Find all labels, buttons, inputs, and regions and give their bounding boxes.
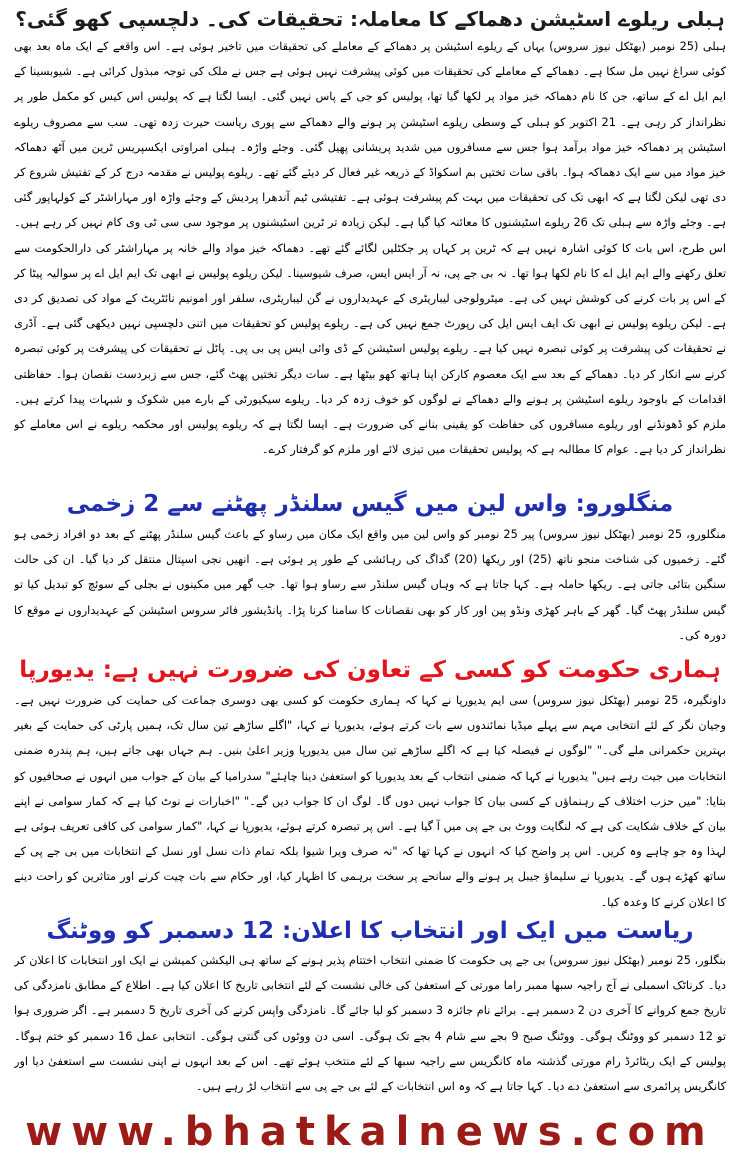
article-4-body	[14, 948, 726, 1108]
article-1-body	[14, 34, 726, 486]
article-2-text: منگلورو، 25 نومبر (بھٹکل نیوز سروس) پیر 25 نومبر کو واس لین میں واقع ایک مکان میں رساو کے باعث گیس سلنڈر پھٹنے کے بعد دو افراد زخمی ہو گئے۔ زخمیوں کی شناخت منجو ناتھ (25) اور ریکھا (20) گداگ کی رہائشی کے طور پر ہوئی ہے۔ انھیں نجی اسپتال منتقل کر دیا گیا۔ ان کی حالت سنگین بتائی جاتی ہے۔ ریکھا حاملہ ہے۔ کہا جاتا ہے کہ وہاں گیس سلنڈر سے رساو ہوا تھا۔ جب گھر میں مکینوں نے بجلی کے سوئچ کو تبدیل کیا تو گیس سلنڈر پھٹ گیا۔ گھر کے باہر کھڑی ونڈو پین اور کار کو بھی نقصانات کا سامنا کرنا پڑا۔ پانڈیشور فائر سروس اسٹیشن کے عہدیداروں نے موقع کا دورہ کی۔	[14, 528, 726, 642]
article-3-body	[14, 688, 726, 916]
article-1-headline: ہبلی ریلوے اسٹیشن دھماکے کا معاملہ: تحقیقات کی۔ دلچسپی کھو گئی؟	[15, 7, 725, 31]
article-4-text: بنگلور، 25 نومبر (بھٹکل نیوز سروس) بی جے پی حکومت کا ضمنی انتخاب اختتام پذیر ہونے کے ساتھ ہی الیکشن کمیشن نے ایک اور انتخابات کا اعلان کر دیا۔ کرناٹک اسمبلی نے آج راجیہ سبھا ممبر راما مورتی کے استعفیٰ کی خالی نشست کے لئے انتخابی تاریخ کا اعلان کیا ہے۔ اطلاع کے مطابق نامزدگی کی تاریخ جمع کروانے کا آخری دن 2 دسمبر ہے۔ برائے نام جائزہ 3 دسمبر کو لیا جائے گا۔ نامزدگی واپس کرنے کی آخری تاریخ 5 دسمبر ہے۔ اگر ضروری ہوا تو 12 دسمبر کو ووٹنگ ہوگی۔ ووٹنگ صبح 9 بجے سے شام 4 بجے تک ہوگی۔ اسی دن ووٹوں کی گنتی ہوگی۔ انتخابی عمل 16 دسمبر کو ختم ہوگا۔ پولیس کے ایک ریٹائرڈ رام مورتی گذشتہ ماہ کانگریس سے راجیہ سبھا کے لئے منتخب ہوئے تھے۔ اس کے بعد انہوں نے اپنی نشست سے استعفیٰ دیا اور کانگریس پرائمری سے استعفیٰ دے دیا۔ کہا جاتا ہے کہ وہ اس انتخابات کے لئے بی جے پی سے انتخاب لڑ رہے ہیں۔	[14, 954, 726, 1094]
article-2-headline: منگلورو: واس لین میں گیس سلنڈر پھٹنے سے 2 زخمی	[66, 491, 674, 517]
article-1-text: ہبلی (25 نومبر (بھٹکل نیوز سروس) یہاں کے ریلوے اسٹیشن پر دھماکے کے معاملے کی تحقیقات میں تاخیر ہوئی ہے۔ اس واقعے کے ایک ماہ بعد بھی کوئی سراغ نہیں مل سکا ہے۔ دھماکے کے معاملے کی تحقیقات میں کوئی پیشرفت نہیں ہوئی ہے جس نے ملک کی توجہ مبذول کرائی ہے۔ شیوبسینا کے ایم ایل اے کے ساتھ، جن کا نام دھماکہ خیز مواد پر لکھا گیا تھا، پولیس کو جی کے پاس نہیں گئی۔ ایسا لگتا ہے کہ پولیس اس کیس کو مکمل طور پر نظرانداز کر رہی ہے۔ 21 اکتوبر کو ہبلی کے وسطی ریلوے اسٹیشن پر ہونے والے دھماکے سے پوری ریاست حیرت زدہ تھی۔ سب سے مصروف ریلوے اسٹیشن پر دھماکہ خیز مواد برآمد ہوا جس سے مسافروں میں شدید پریشانی پھیل گئی۔ وجئے واڑہ۔ ہبلی امراوتی ایکسپریس ٹرین میں آٹھ دھماکہ خیز مواد میں سے ایک دھماکہ ہوا۔ باقی سات تختیں بم اسکواڈ کے ذریعہ غیر فعال کر دیئے گئے تھے۔ ریلوے پولیس نے مقدمہ درج کر کے تفتیش شروع کر دی تھی لیکن لگتا ہے کہ ابھی تک کی تحقیقات میں بہت کم پیشرفت ہوئی ہے۔ تفتیشی ٹیم آندھرا پردیش کے وجئے واڑہ اور مہاراشٹر کے کولہاپور گئی ہے۔ وجئے واڑہ سے ہبلی تک 26 ریلوے اسٹیشنوں کا معائنہ کیا گیا ہے۔ لیکن زیادہ تر ٹرین اسٹیشنوں پر موجود سی سی ٹی وی کام نہیں کر رہے ہیں۔ اس طرح، اس بات کا کوئی اشارہ نہیں ہے کہ ٹرین پر کہاں پر جکٹلیں لگائے گئے تھے۔ دھماکہ خیز مواد والے خانہ پر مہاراشٹر کی دارالحکومت سے تعلق رکھنے والے ایم ایل اے کا نام لکھا ہوا تھا۔ نہ بی جے پی، نہ آر ایس ایس، صرف شیوسینا۔ لیکن ریلوے پولیس نے ابھی تک ایم ایل اے پر سوالیہ پیٹا کر کے اس پر بات کرنے کی کوشش نہیں کی ہے۔ میٹرولوجی لیباریٹری کے عہدیداروں نے گن لیباریٹری، سلفر اور امونیم نائٹریٹ کے مواد کی تصدیق کر دی ہے۔ لیکن ریلوے پولیس نے ابھی تک ایف ایس ایل کی رپورٹ جمع نہیں کی ہے۔ ریلوے پولیس کو تحقیقات میں اتنی دلچسپی نہیں دیکھی گئی ہے۔ آڈری نے تحقیقات کی پیشرفت پر کوئی تبصرہ نہیں کیا ہے۔ ریلوے پولیس اسٹیشن کے ڈی وائی ایس پی بی پی۔ پاٹل نے تحقیقات کی پیشرفت پر کوئی تبصرہ کرنے سے انکار کر دیا۔ دھماکے کے بعد سے ایک معصوم کارکن اپنا ہاتھ کھو بیٹھا ہے۔ سات دیگر تختیں پھٹ گئے، جس سے زبردست نقصان ہوا۔ حفاظتی اقدامات کے باوجود ریلوے اسٹیشن پر ہونے والے دھماکے نے لوگوں کو خوف زدہ کر دیا۔ ریلوے سیکیورٹی کے بارے میں شکوک و شبہات پیدا کرتے ہیں۔ ملزم کو ڈھونڈنے اور ریلوے مسافروں کی حفاظت کو یقینی بنانے کی ضرورت ہے۔ ایسا لگتا ہے کہ ریلوے پولیس اور محکمہ ریلوے نے اس معاملے کو نظرانداز کر دیا ہے۔ عوام کا مطالبہ ہے کہ پولیس تحقیقات میں تیزی لائے اور ملزم کو گرفتار کرے۔	[14, 40, 726, 457]
article-2-body	[14, 522, 726, 654]
article-4-headline: ریاست میں ایک اور انتخاب کا اعلان: 12 دسمبر کو ووٹنگ	[46, 918, 694, 944]
article-3-text: داونگیرہ، 25 نومبر (بھٹکل نیوز سروس) سی ایم یدیورپا نے کہا کہ ہماری حکومت کو کسی بھی دوسری جماعت کی حمایت کی ضرورت نہیں ہے۔ وجیان نگر کے لئے انتخابی مہم سے پہلے میڈیا نمائندوں سے بات کرتے ہوئے، یدیورپا نے کہا، "اگلے ساڑھے تین سال تک، ہمیں پارٹی کی حمایت کے بغیر بہترین حکمرانی ملے گی۔" "لوگوں نے فیصلہ کیا ہے کہ اگلے ساڑھے تین سال میں یدیورپا وزیر اعلیٰ بنیں۔ ہم جہاں بھی جاتے ہیں، ہم پندرہ ضمنی انتخابات میں جیت رہے ہیں" یدیورپا نے کہا کہ ضمنی انتخاب کے بعد یدیورپا کو استعفیٰ دینا چاہئے" سدرامیا کے بیان کے جواب میں انہوں نے صحافیوں کو بتایا: "میں حزب اختلاف کے رہنماؤں کے کسی بیان کا جواب نہیں دوں گا۔ لوگ ان کا جواب دیں گے۔" "اخبارات نے نوٹ کیا ہے کہ کمار سوامی نے اپنے بیان کے خلاف شکایت کی ہے کہ لنگایت ووٹ بی جے پی میں آ گیا ہے۔ اس پر تبصرہ کرتے ہوئے، یدیورپا نے کہا، "کمار سوامی کی کافی تعریف ہوئی ہے لہذا وہ جو چاہے وہ کریں۔ اس پر واضح کیا کہ انہوں نے کہا تھا کہ "نہ صرف ویرا شیوا بلکہ تمام ذات نسل اور نسل کے انتخابات میں بی جے پی کے ساتھ کھڑے ہوں گے۔ یدیورپا نے سلیماؤ جیبل پر ہونے والے سانحے پر سخت برہمی کا اظہار کیا، اور حکام سے بات چیت کرنے اور متاثرین کو راحت دینے کا اعلان کرنے کا وعدہ کیا۔	[14, 694, 726, 909]
article-3-headline: ہماری حکومت کو کسی کے تعاون کی ضرورت نہیں ہے: یدیورپا	[19, 657, 721, 683]
website-footer: www.bhatkalnews.com	[25, 1109, 715, 1155]
